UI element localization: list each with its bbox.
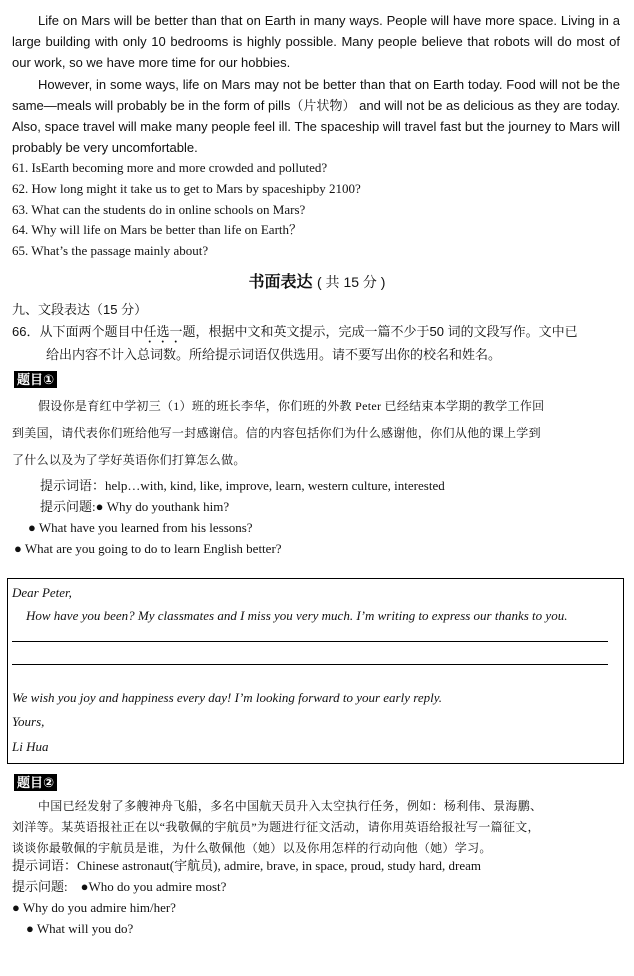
topic1-cn-line1: 假设你是育红中学初三（1）班的班长李华，你们班的外教 Peter 已经结束本学期的教学工作回 [38,399,545,413]
topic1-hint-question-1: 提示问题:● Why do youthank him? [40,499,230,514]
q66-number: 66． [12,324,40,339]
letter-name: Li Hua [12,739,49,754]
q66-text-post: 题，根据中文和英文提示，完成一篇不少于50 词的文段写作。文中已 [182,324,578,339]
section-subtitle: 九、文段表达（15 分） [12,302,148,317]
topic2-cn-line2: 刘洋等。某英语报社正在以“我敬佩的宇航员”为题进行征文活动，请你用英语给报社写一篇征文， [12,820,540,834]
topic1-cn-line2: 到美国，请代表你们班给他写一封感谢信。信的内容包括你们为什么感谢他，你们从他的课上学到 [12,426,541,440]
letter-signoff: Yours, [12,714,45,729]
q66-instruction-line1 [12,322,578,346]
q66-text-pre: 从下面两个题目中 [39,324,144,339]
question-63: 63. What can the students do in online schools on Mars? [12,202,306,217]
letter-greeting: Dear Peter, [12,585,72,600]
topic1-hint-question-3: ● What are you going to do to learn English better? [14,541,282,556]
topic2-hint-words: 提示词语：Chinese astronaut(宇航员), admire, brave, in space, proud, study hard, dream [12,858,481,873]
topic2-hint-question-1: 提示问题: ●Who do you admire most? [12,879,227,894]
passage-paragraph-1: Life on Mars will be better than that on Earth in many ways. People will have more space. Living in a large building with only 10 bedrooms is highly possible. Many people believe that robots will do most of our work, so we have more time for our hobbies. [12,13,620,70]
section-title [0,270,634,295]
topic2-hint-question-3: ● What will you do? [26,921,134,936]
q66-instruction-line2: 给出内容不计入总词数。所给提示词语仅供选用。请不要写出你的校名和姓名。 [46,347,502,362]
question-61: 61. IsEarth becoming more and more crowded and polluted? [12,160,328,175]
q66-emphasis: 任选一 [143,324,183,339]
topic2-hint-question-2: ● Why do you admire him/her? [12,900,176,915]
topic1-hint-question-2: ● What have you learned from his lessons? [28,520,253,535]
question-62: 62. How long might it take us to get to Mars by spaceshipby 2100? [12,181,361,196]
topic2-label: 题目② [14,774,57,791]
topic1-hint-words: 提示词语：help…with, kind, like, improve, learn, western culture, interested [40,478,445,493]
topic1-cn-line3: 了什么以及为了学好英语你们打算怎么做。 [12,453,246,467]
question-64: 64. Why will life on Mars be better than life on Earth？ [12,222,303,237]
passage-paragraph-2: However, in some ways, life on Mars may not be better than that on Earth today. Food will not be the same—meals will probably be in the form of pills（片状物） and will not be as delicious as they are today. Also, space travel will make many people feel ill. The spaceship will travel fast but the journey to Mars will probably be very uncomfortable. [12,77,620,155]
section-title-text: 书面表达 [248,274,313,291]
topic1-label: 题目① [14,371,57,388]
section-score: ( 共 15 分 ) [317,274,386,290]
letter-closing: We wish you joy and happiness every day! I’m looking forward to your early reply. [12,690,443,705]
question-65: 65. What’s the passage mainly about? [12,243,209,258]
letter-opening: How have you been? My classmates and I miss you very much. I’m writing to express our thanks to you. [26,608,568,623]
answer-line-1[interactable] [12,641,608,642]
topic2-cn-line1: 中国已经发射了多艘神舟飞船，多名中国航天员升入太空执行任务，例如：杨利伟、景海鹏、 [38,799,543,813]
topic2-cn-line3: 谈谈你最敬佩的宇航员是谁，为什么敬佩他（她）以及你用怎样的行动向他（她）学习。 [12,841,492,855]
answer-line-2[interactable] [12,664,608,665]
